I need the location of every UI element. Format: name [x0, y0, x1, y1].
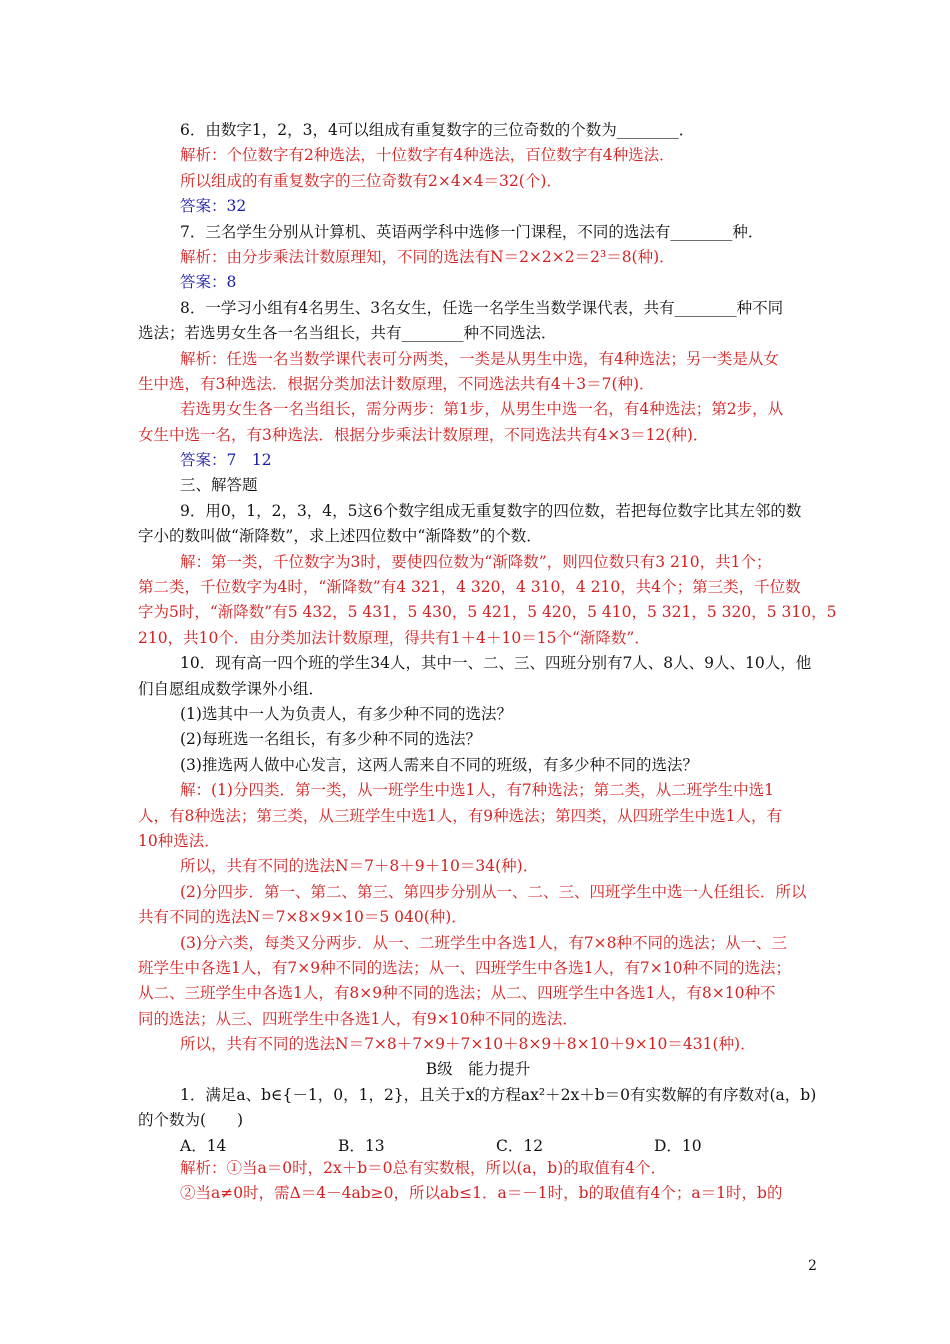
text-line: ②当a≠0时，需Δ＝4－4ab≥0，所以ab≤1．a＝－1时，b的取值有4个；a＝1时，b的	[180, 1184, 783, 1203]
text-line: 解：第一类，千位数字为3时，要使四位数为“渐降数”，则四位数只有3 210，共1个；	[180, 552, 772, 571]
text-line: 的个数为( )	[138, 1111, 244, 1130]
text-line: 8．一学习小组有4名男生、3名女生，任选一名学生当数学课代表，共有________种不同	[180, 298, 784, 317]
text-line: 解：(1)分四类．第一类，从一班学生中选1人，有7种选法；第二类，从二班学生中选1	[180, 781, 775, 800]
text-line: 共有不同的选法N＝7×8×9×10＝5 040(种)．	[138, 908, 467, 927]
text-line: (3)分六类，每类又分两步．从一、二班学生中各选1人，有7×8种不同的选法；从一、三	[180, 933, 788, 952]
text-line: 们自愿组成数学课外小组．	[138, 679, 325, 698]
text-line: 答案：7 12	[180, 451, 272, 470]
choice-a: A．14	[180, 1136, 227, 1155]
text-line: 三、解答题	[180, 476, 258, 495]
text-line: 解析：任选一名当数学课代表可分两类，一类是从男生中选，有4种选法；另一类是从女	[180, 349, 779, 368]
text-line: 7．三名学生分别从计算机、英语两学科中选修一门课程，不同的选法有________种．	[180, 222, 764, 241]
text-line: 选法；若选男女生各一名当组长，共有________种不同选法．	[138, 324, 557, 343]
text-line: 字小的数叫做“渐降数”，求上述四位数中“渐降数”的个数．	[138, 527, 542, 546]
text-line: 解析：①当a＝0时，2x＋b＝0总有实数根，所以(a，b)的取值有4个．	[180, 1158, 667, 1177]
solution-block	[138, 1156, 818, 1207]
text-line: 1．满足a、b∈{－1，0，1，2}，且关于x的方程ax²＋2x＋b＝0有实数解的有序数对(a，b)	[180, 1085, 817, 1104]
text-line: 生中选，有3种选法．根据分类加法计数原理，不同选法共有4＋3＝7(种)．	[138, 374, 655, 393]
choice-c: C．12	[496, 1136, 544, 1155]
text-line: 班学生中各选1人，有7×9种不同的选法；从一、四班学生中各选1人，有7×10种不同的选法；	[138, 958, 792, 977]
text-line: 6．由数字1，2，3，4可以组成有重复数字的三位奇数的个数为________．	[180, 121, 695, 139]
text-line: (3)推选两人做中心发言，这两人需来自不同的班级，有多少种不同的选法？	[180, 755, 698, 774]
text-line: 答案：8	[180, 273, 237, 292]
text-line: 从二、三班学生中各选1人，有8×9种不同的选法；从二、四班学生中各选1人，有8×10种不	[138, 984, 776, 1003]
text-line: (2)每班选一名组长，有多少种不同的选法？	[180, 730, 481, 749]
text-line: 女生中选一名，有3种选法．根据分步乘法计数原理，不同选法共有4×3＝12(种)．	[138, 425, 709, 444]
text-line: 210，共10个．由分类加法计数原理，得共有1＋4＋10＝15个“渐降数”．	[138, 628, 650, 647]
text-line: (2)分四步．第一、第二、第三、第四步分别从一、二、三、四班学生中选一人任组长．所以	[180, 882, 807, 901]
text-block	[138, 118, 837, 1134]
text-line: 所以组成的有重复数字的三位奇数有2×4×4＝32(个)．	[180, 171, 562, 190]
choice-d: D．10	[654, 1136, 702, 1155]
text-line: 若选男女生各一名当组长，需分两步：第1步，从男生中选一名，有4种选法；第2步，从	[180, 400, 784, 419]
page-number: 2	[808, 1258, 817, 1274]
text-line: 9．用0，1，2，3，4，5这6个数字组成无重复数字的四位数，若把每位数字比其左邻的数	[180, 501, 802, 520]
text-line: (1)选其中一人为负责人，有多少种不同的选法？	[180, 704, 512, 723]
choice-b: B．13	[338, 1136, 385, 1155]
text-line: 所以，共有不同的选法N＝7＋8＋9＋10＝34(种)．	[180, 857, 539, 876]
text-line: 解析：个位数字有2种选法，十位数字有4种选法，百位数字有4种选法．	[180, 146, 675, 165]
section-heading: B级 能力提升	[425, 1060, 531, 1079]
text-line: 解析：由分步乘法计数原理知，不同的选法有N＝2×2×2＝2³＝8(种)．	[180, 247, 675, 266]
choice-row	[138, 1134, 818, 1156]
document-body	[138, 118, 837, 1206]
text-line: 答案：32	[180, 197, 247, 216]
text-line: 人，有8种选法；第三类，从三班学生中选1人，有9种选法；第四类，从四班学生中选1人，有	[138, 806, 782, 825]
text-line: 第二类，千位数字为4时，“渐降数”有4 321，4 320，4 310，4 210，共4个；第三类，千位数	[138, 578, 801, 597]
text-line: 同的选法；从三、四班学生中各选1人，有9×10种不同的选法．	[138, 1009, 578, 1028]
text-line: 所以，共有不同的选法N＝7×8＋7×9＋7×10＋8×9＋8×10＋9×10＝431(种)．	[180, 1035, 756, 1054]
text-line: 字为5时，“渐降数”有5 432，5 431，5 430，5 421，5 420，5 410，5 321，5 320，5 310，5	[138, 603, 837, 622]
text-line: 10．现有高一四个班的学生34人，其中一、二、三、四班分别有7人、8人、9人、10人，他	[180, 654, 812, 673]
text-line: 10种选法．	[138, 831, 220, 850]
